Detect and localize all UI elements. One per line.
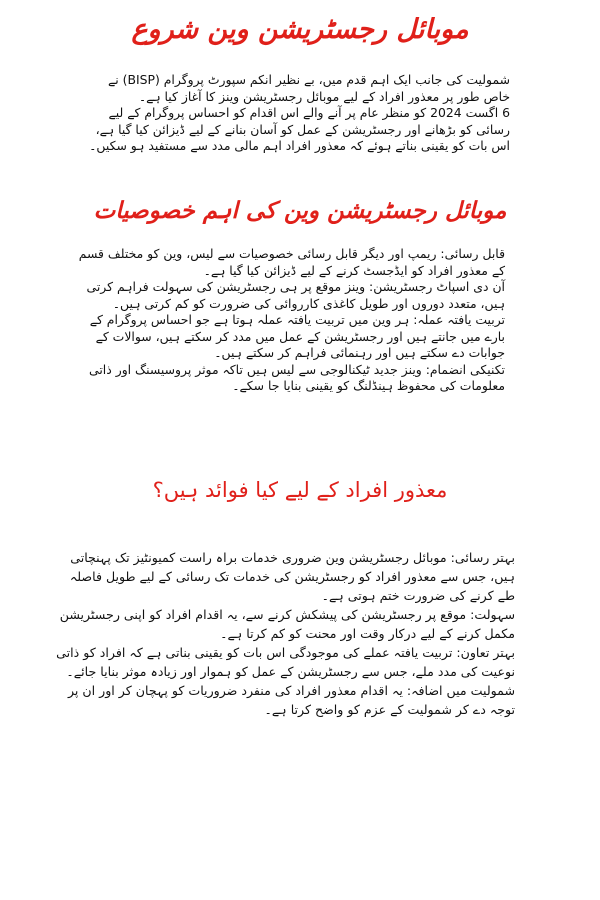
features-section: [78, 246, 505, 395]
feature-item-on-spot-registration: آن دی اسپاٹ رجسٹریشن: وینز موقع پر ہی رجسٹریشن کی سہولت فراہم کرتی ہیں، متعدد دوروں اور طویل کاغذی کارروائی کی ضرورت کو کم کرتی ہیں۔: [86, 279, 505, 311]
benefits-section: [55, 548, 515, 719]
intro-paragraph-1: شمولیت کی جانب ایک اہم قدم میں، بے نظیر انکم سپورٹ پروگرام (BISP) نے خاص طور پر معذور افراد کے لیے موبائل رجسٹریشن وینز کا آغاز کیا ہے۔: [108, 72, 510, 104]
intro-paragraph-2: 6 اگست 2024 کو منظر عام پر آنے والے اس اقدام کو احساس پروگرام کے لیے رسائی کو بڑھانے اور رجسٹریشن کے عمل کو آسان بنانے کے لیے ڈیزائن کیا گیا ہے، اس بات کو یقینی بناتے ہوئے کہ معذور افراد اہم مالی مدد سے مستفید ہو سکیں۔: [89, 105, 510, 153]
benefits-heading: معذور افراد کے لیے کیا فوائد ہیں؟: [152, 478, 448, 502]
features-heading: موبائل رجسٹریشن وین کی اہم خصوصیات: [93, 198, 507, 224]
feature-item-tech-integration: تکنیکی انضمام: وینز جدید ٹیکنالوجی سے لیس ہیں تاکہ موثر پروسیسنگ اور ذاتی معلومات کی محفوظ ہینڈلنگ کو یقینی بنایا جا سکے۔: [89, 361, 505, 393]
intro-section: [80, 72, 510, 155]
feature-item-accessibility: قابل رسائی: ریمپ اور دیگر قابل رسائی خصوصیات سے لیس، وین کو مختلف قسم کے معذور افراد کو ایڈجسٹ کرنے کے لیے ڈیزائن کیا گیا ہے۔: [78, 246, 505, 278]
benefit-item-access: بہتر رسائی: موبائل رجسٹریشن وین ضروری خدمات براہ راست کمیونٹیز تک پہنچاتی ہیں، جس سے معذور افراد کو رجسٹریشن کی خدمات تک رسائی کے لیے طویل فاصلہ طے کرنے کی ضرورت ختم ہوتی ہے۔: [69, 550, 515, 603]
feature-item-trained-staff: تربیت یافتہ عملہ: ہر وین میں تربیت یافتہ عملہ ہوتا ہے جو احساس پروگرام کے بارے میں جانتے ہیں اور رجسٹریشن کے عمل میں مدد کر سکتے ہیں، سوالات کے جوابات دے سکتے ہیں اور رہنمائی فراہم کر سکتے ہیں۔: [89, 312, 505, 360]
benefit-item-convenience: سہولت: موقع پر رجسٹریشن کی پیشکش کرنے سے، یہ اقدام افراد کو اپنی رجسٹریشن مکمل کرنے کے لیے درکار وقت اور محنت کو کم کرتا ہے۔: [59, 607, 515, 641]
benefit-item-inclusion: شمولیت میں اضافہ: یہ اقدام معذور افراد کی منفرد ضروریات کو پہچان کر اور ان پر توجہ دے کر شمولیت کے عزم کو واضح کرتا ہے۔: [67, 683, 515, 717]
page-title: موبائل رجسٹریشن وین شروع: [131, 14, 469, 45]
benefit-item-support: بہتر تعاون: تربیت یافتہ عملے کی موجودگی اس بات کو یقینی بناتی ہے کہ افراد کو ذاتی نوعیت کی مدد ملے، جس سے رجسٹریشن کے عمل کو ہموار اور زیادہ موثر بنایا جائے۔: [56, 645, 515, 679]
